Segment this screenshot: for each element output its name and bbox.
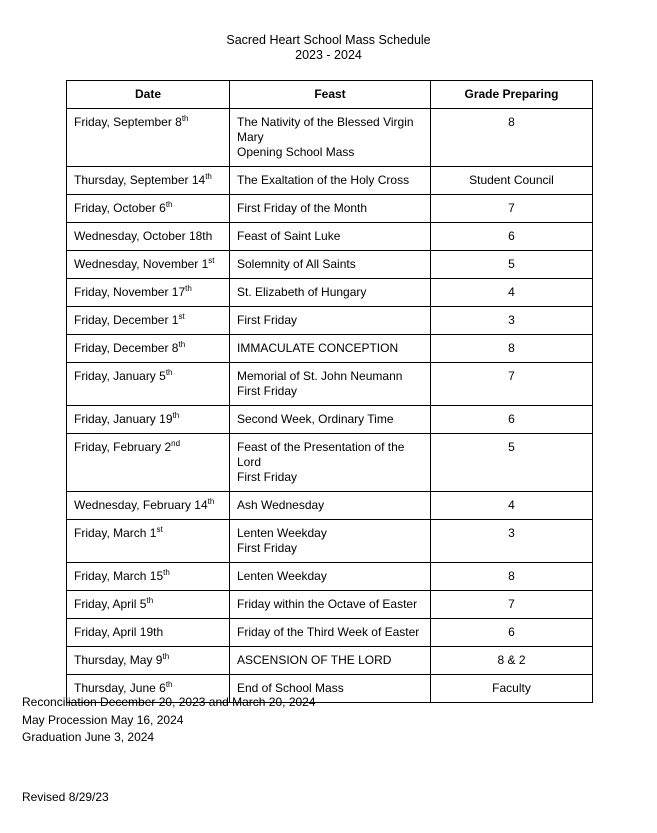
table-row	[67, 434, 593, 492]
feast-cell: Ash Wednesday	[230, 492, 431, 520]
grade-cell: 4	[431, 492, 593, 520]
ordinal-superscript: th	[146, 596, 154, 605]
table-row	[67, 167, 593, 195]
table-row	[67, 307, 593, 335]
feast-cell: Second Week, Ordinary Time	[230, 406, 431, 434]
ordinal-superscript: th	[172, 411, 180, 420]
feast-cell: Lenten Weekday First Friday	[230, 520, 431, 563]
ordinal-superscript: th	[185, 284, 192, 293]
grade-cell: 7	[431, 363, 593, 406]
date-cell: Friday, October 6th	[67, 195, 230, 223]
feast-cell: First Friday of the Month	[230, 195, 431, 223]
grade-cell: 7	[431, 591, 593, 619]
feast-cell: First Friday	[230, 307, 431, 335]
date-cell: Friday, March 15th	[67, 563, 230, 591]
grade-cell: 8	[431, 563, 593, 591]
feast-cell: Friday within the Octave of Easter	[230, 591, 431, 619]
date-cell: Friday, December 8th	[67, 335, 230, 363]
table-row	[67, 335, 593, 363]
date-cell: Friday, March 1st	[67, 520, 230, 563]
grade-cell: 6	[431, 406, 593, 434]
date-cell: Thursday, June 6th	[67, 675, 230, 703]
ordinal-superscript: st	[178, 312, 185, 321]
table-header-row	[67, 81, 593, 109]
table-row	[67, 223, 593, 251]
date-cell: Wednesday, November 1st	[67, 251, 230, 279]
table-row	[67, 109, 593, 167]
feast-cell: Friday of the Third Week of Easter	[230, 619, 431, 647]
date-cell: Friday, February 2nd	[67, 434, 230, 492]
table-row	[67, 279, 593, 307]
grade-cell: 4	[431, 279, 593, 307]
date-cell: Wednesday, October 18th	[67, 223, 230, 251]
feast-cell: Feast of Saint Luke	[230, 223, 431, 251]
table-row	[67, 563, 593, 591]
mass-schedule-table	[66, 80, 593, 703]
grade-cell: 7	[431, 195, 593, 223]
feast-cell: Feast of the Presentation of the Lord First Friday	[230, 434, 431, 492]
feast-cell: The Nativity of the Blessed Virgin Mary Opening School Mass	[230, 109, 431, 167]
note-reconciliation: Reconciliation December 20, 2023 and March 20, 2024	[22, 695, 316, 709]
feast-cell: St. Elizabeth of Hungary	[230, 279, 431, 307]
grade-cell: 5	[431, 434, 593, 492]
footer-notes	[22, 694, 316, 747]
table-row	[67, 363, 593, 406]
date-cell: Friday, January 5th	[67, 363, 230, 406]
date-cell: Friday, January 19th	[67, 406, 230, 434]
title-line-2: 2023 - 2024	[295, 48, 362, 62]
ordinal-superscript: th	[163, 568, 170, 577]
date-cell: Thursday, May 9th	[67, 647, 230, 675]
grade-cell: Student Council	[431, 167, 593, 195]
column-header-feast: Feast	[230, 81, 431, 109]
feast-cell: Lenten Weekday	[230, 563, 431, 591]
ordinal-superscript: th	[207, 497, 215, 506]
table-row	[67, 619, 593, 647]
grade-cell: 3	[431, 520, 593, 563]
date-cell: Friday, November 17th	[67, 279, 230, 307]
note-may-procession: May Procession May 16, 2024	[22, 712, 184, 727]
table-row	[67, 251, 593, 279]
feast-cell: The Exaltation of the Holy Cross	[230, 167, 431, 195]
ordinal-superscript: th	[162, 652, 170, 661]
grade-cell: Faculty	[431, 675, 593, 703]
column-header-grade-preparing: Grade Preparing	[431, 81, 593, 109]
ordinal-superscript: th	[178, 340, 186, 349]
title-line-1: Sacred Heart School Mass Schedule	[226, 33, 431, 47]
ordinal-superscript: th	[165, 200, 173, 209]
date-cell: Friday, April 5th	[67, 591, 230, 619]
ordinal-superscript: th	[205, 172, 212, 181]
ordinal-superscript: st	[208, 256, 215, 265]
date-cell: Thursday, September 14th	[67, 167, 230, 195]
ordinal-superscript: st	[156, 525, 163, 534]
column-header-date: Date	[67, 81, 230, 109]
grade-cell: 8 & 2	[431, 647, 593, 675]
ordinal-superscript: th	[181, 114, 189, 123]
date-cell: Friday, April 19th	[67, 619, 230, 647]
feast-cell: Memorial of St. John Neumann First Friday	[230, 363, 431, 406]
grade-cell: 5	[431, 251, 593, 279]
table-row	[67, 195, 593, 223]
ordinal-superscript: th	[165, 680, 173, 689]
table-row	[67, 591, 593, 619]
table-row	[67, 406, 593, 434]
feast-cell: End of School Mass	[230, 675, 431, 703]
grade-cell: 6	[431, 223, 593, 251]
date-cell: Friday, December 1st	[67, 307, 230, 335]
grade-cell: 8	[431, 335, 593, 363]
note-graduation: Graduation June 3, 2024	[22, 730, 155, 744]
table-row	[67, 492, 593, 520]
feast-cell: Solemnity of All Saints	[230, 251, 431, 279]
ordinal-superscript: nd	[171, 439, 181, 448]
grade-cell: 6	[431, 619, 593, 647]
date-cell: Friday, September 8th	[67, 109, 230, 167]
feast-cell: IMMACULATE CONCEPTION	[230, 335, 431, 363]
grade-cell: 3	[431, 307, 593, 335]
revised-note: Revised 8/29/23	[22, 790, 109, 804]
table-row	[67, 520, 593, 563]
feast-cell: ASCENSION OF THE LORD	[230, 647, 431, 675]
document-title	[0, 33, 657, 63]
date-cell: Wednesday, February 14th	[67, 492, 230, 520]
ordinal-superscript: th	[165, 368, 173, 377]
grade-cell: 8	[431, 109, 593, 167]
table-row	[67, 647, 593, 675]
